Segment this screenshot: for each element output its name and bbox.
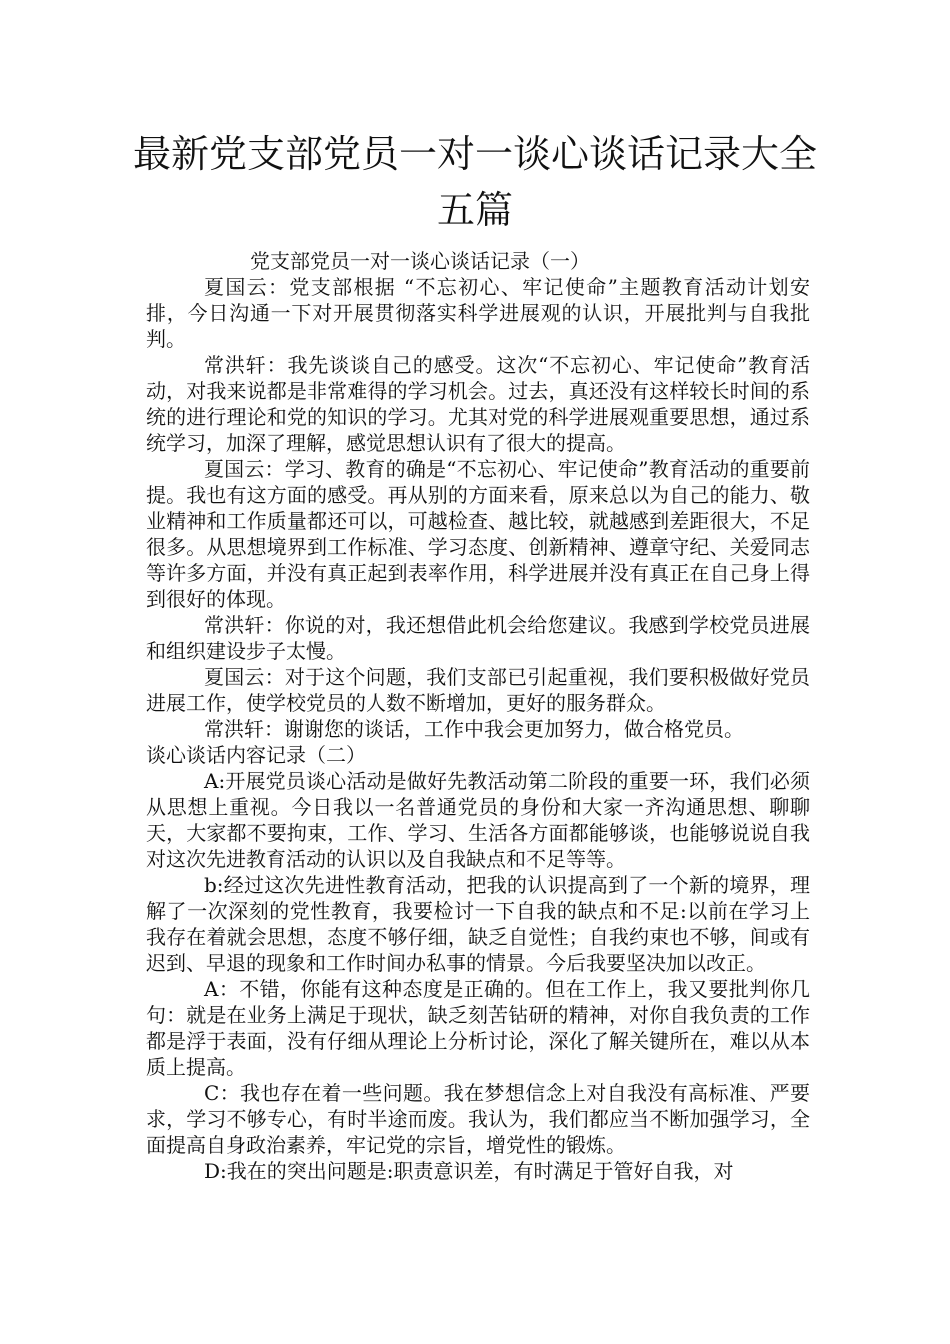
document-title	[100, 126, 850, 238]
title-line-1: 最新党支部党员一对一谈心谈话记录大全	[132, 132, 817, 176]
paragraph: 常洪轩：我先谈谈自己的感受。这次“不忘初心、牢记使命”教育活动，对我来说都是非常难得的学习机会。过去，真还没有这样较长时间的系统的进行理论和党的知识的学习。尤其对党的科学进展观重要思想，通过系统学习，加深了理解，感觉思想认识有了很大的提高。	[146, 353, 810, 455]
paragraph: A：不错，你能有这种态度是正确的。但在工作上，我又要批判你几句：就是在业务上满足于现状，缺乏刻苦钻研的精神，对你自我负责的工作都是浮于表面，没有仔细从理论上分析讨论，深化了解关键所在，难以从本质上提高。	[146, 977, 810, 1079]
section-2-heading: 谈心谈话内容记录（二）	[146, 743, 366, 767]
paragraph: D:我在的突出问题是:职责意识差，有时满足于管好自我，对	[204, 1159, 734, 1183]
paragraph: 常洪轩：谢谢您的谈话，工作中我会更加努力，做合格党员。	[204, 717, 744, 741]
paragraph: 夏国云：对于这个问题，我们支部已引起重视，我们要积极做好党员进展工作，使学校党员的人数不断增加，更好的服务群众。	[146, 665, 810, 715]
paragraph: 夏国云：学习、教育的确是“不忘初心、牢记使命”教育活动的重要前提。我也有这方面的感受。再从别的方面来看，原来总以为自己的能力、敬业精神和工作质量都还可以，可越检查、越比较，就越感到差距很大，不足很多。从思想境界到工作标准、学习态度、创新精神、遵章守纪、关爱同志等许多方面，并没有真正起到表率作用，科学进展并没有真正在自己身上得到很好的体现。	[146, 457, 810, 611]
paragraph: 常洪轩：你说的对，我还想借此机会给您建议。我感到学校党员进展和组织建设步子太慢。	[146, 613, 810, 663]
paragraph: 夏国云：党支部根据 “不忘初心、牢记使命”主题教育活动计划安排，今日沟通一下对开展贯彻落实科学进展观的认识，开展批判与自我批判。	[146, 275, 810, 351]
document-body	[146, 274, 810, 1184]
paragraph: C：我也存在着一些问题。我在梦想信念上对自我没有高标准、严要求，学习不够专心，有时半途而废。我认为，我们都应当不断加强学习，全面提高自身政治素养，牢记党的宗旨，增党性的锻炼。	[146, 1081, 810, 1157]
paragraph: b:经过这次先进性教育活动，把我的认识提高到了一个新的境界，理解了一次深刻的党性教育，我要检讨一下自我的缺点和不足:以前在学习上我存在着就会思想，态度不够仔细，缺乏自觉性；自我约束也不够，间或有迟到、早退的现象和工作时间办私事的情景。今后我要坚决加以改正。	[146, 873, 810, 975]
paragraph: A:开展党员谈心活动是做好先教活动第二阶段的重要一环，我们必须从思想上重视。今日我以一名普通党员的身份和大家一齐沟通思想、聊聊天，大家都不要拘束，工作、学习、生活各方面都能够谈，也能够说说自我对这次先进教育活动的认识以及自我缺点和不足等等。	[146, 769, 810, 871]
title-line-2: 五篇	[436, 188, 513, 232]
section-1-heading: 党支部党员一对一谈心谈话记录（一）	[250, 249, 590, 273]
